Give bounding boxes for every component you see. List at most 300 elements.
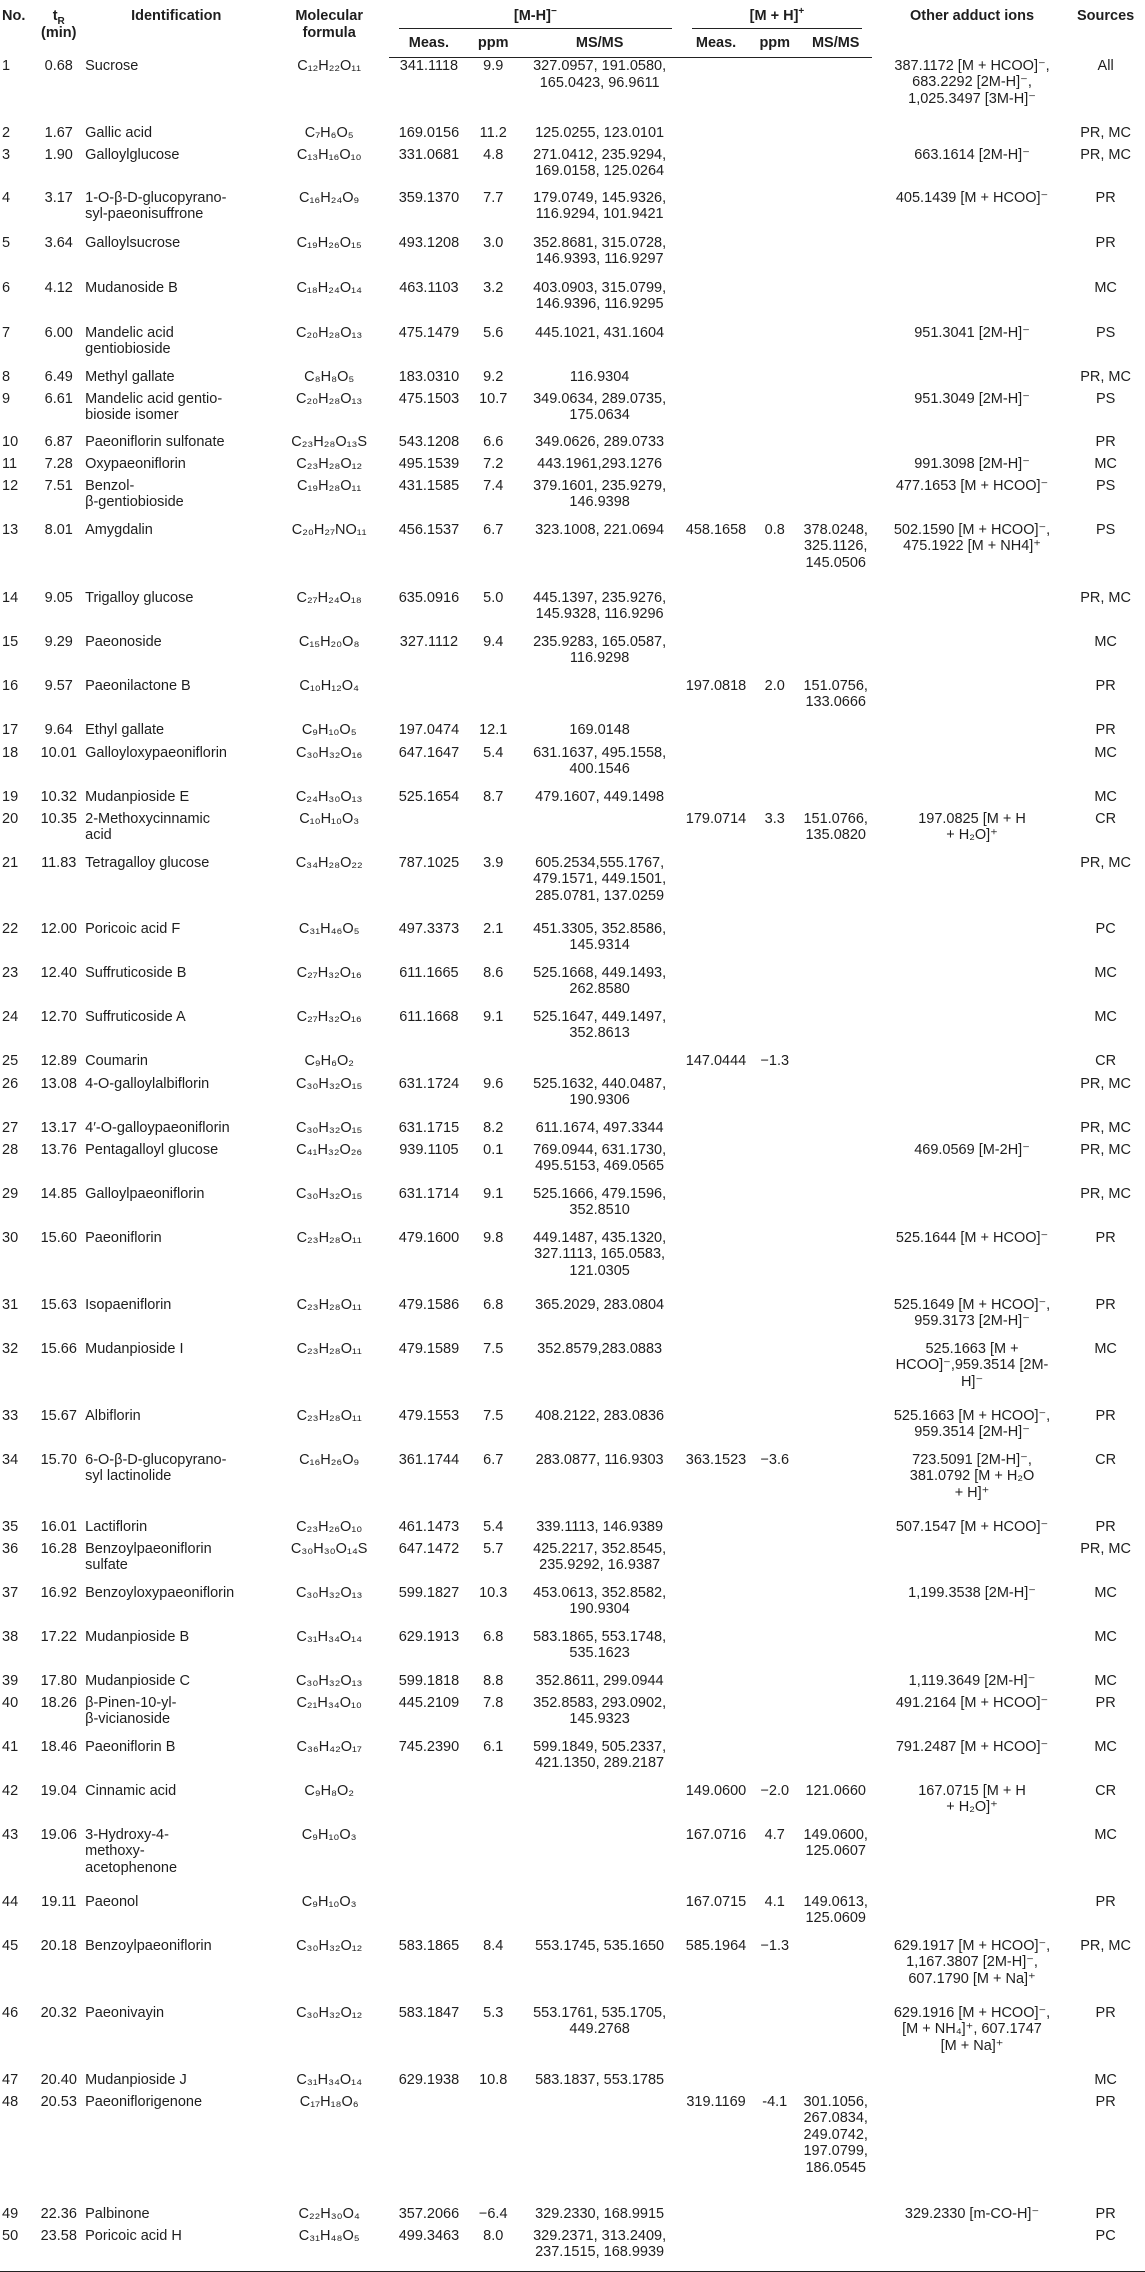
cell-neg-ppm: 6.7 (483, 1451, 504, 1468)
cell-identification: Mandelic acid gentiobioside (85, 324, 174, 357)
cell-identification: 3-Hydroxy-4- methoxy- acetophenone (85, 1826, 178, 1876)
table-row (0, 434, 1145, 456)
cell-identification: Galloylglucose (85, 146, 180, 163)
table-row (0, 1053, 1145, 1076)
table-row (0, 147, 1145, 190)
cell-neg-meas: 543.1208 (398, 433, 460, 450)
cell-neg-meas: 456.1537 (398, 521, 460, 538)
cell-other-adducts: 502.1590 [M + HCOO]⁻, 475.1922 [M + NH4]⁺ (893, 521, 1051, 554)
cell-pos-meas (682, 921, 751, 965)
cell-neg-msms: 611.1674, 497.3344 (535, 1119, 664, 1136)
cell-other-adducts: 329.2330 [m-CO-H]⁻ (904, 2205, 1040, 2222)
cell-pos-ppm (750, 1120, 799, 1142)
cell-other-adducts: 629.1917 [M + HCOO]⁻, 1,167.3807 [2M-H]⁻, 607.1790 [M + Na]⁺ (893, 1937, 1051, 1987)
cell-formula: C₁₀H₁₀O₃ (299, 810, 360, 827)
cell-neg-meas: 631.1714 (398, 1185, 460, 1202)
cell-other-adducts (878, 965, 1066, 1009)
cell-no: 10 (2, 433, 19, 450)
cell-pos-ppm (750, 634, 799, 678)
cell-neg-msms: 525.1647, 449.1497, 352.8613 (533, 1008, 667, 1041)
cell-retention-time: 13.17 (40, 1119, 77, 1136)
cell-no: 45 (2, 1937, 19, 1954)
header-other-adducts: Other adduct ions (909, 8, 1035, 24)
cell-neg-ppm: 5.6 (483, 324, 504, 341)
cell-formula: C₂₃H₂₈O₁₃S (291, 433, 368, 450)
table-row (0, 1230, 1145, 1297)
cell-pos-msms: 121.0660 (805, 1782, 866, 1799)
cell-other-adducts (878, 789, 1066, 811)
cell-no: 44 (2, 1893, 19, 1910)
cell-identification: Galloylpaeoniflorin (85, 1185, 205, 1202)
cell-pos-msms (799, 1519, 872, 1541)
cell-neg-ppm: 3.0 (483, 234, 504, 251)
cell-neg-meas: 431.1585 (398, 477, 460, 494)
cell-pos-msms (799, 1408, 872, 1452)
cell-identification: Poricoic acid H (83, 2228, 269, 2272)
cell-neg-ppm: 7.4 (483, 477, 504, 494)
cell-formula: C₁₆H₂₄O₉ (299, 189, 360, 206)
cell-pos-ppm (750, 1230, 799, 1297)
cell-identification: Mudanpioside C (85, 1672, 190, 1689)
cell-other-adducts (878, 369, 1066, 391)
cell-pos-meas (682, 2228, 751, 2272)
cell-retention-time: 16.28 (40, 1540, 77, 1557)
cell-identification: Albiflorin (85, 1407, 141, 1424)
cell-neg-meas: 611.1665 (399, 964, 459, 981)
cell-retention-time: 6.87 (44, 433, 73, 450)
cell-formula: C₂₄H₃₀O₁₃ (295, 788, 363, 805)
table-row (0, 921, 1145, 965)
table-row (0, 1009, 1145, 1053)
cell-pos-meas: 585.1964 (685, 1937, 747, 1954)
cell-pos-msms (799, 634, 872, 678)
cell-other-adducts (878, 1629, 1066, 1673)
cell-neg-meas (389, 1827, 469, 1894)
cell-pos-msms (799, 1297, 872, 1341)
cell-neg-ppm: 8.6 (483, 964, 504, 981)
cell-retention-time: 11.83 (41, 854, 77, 871)
cell-pos-ppm (750, 1076, 799, 1120)
cell-identification: Coumarin (85, 1052, 148, 1069)
cell-no: 20 (2, 810, 19, 827)
cell-other-adducts (878, 280, 1066, 325)
cell-formula: C₃₀H₃₂O₁₅ (295, 1185, 363, 1202)
cell-no: 47 (2, 2071, 19, 2088)
cell-other-adducts (878, 855, 1066, 921)
cell-retention-time: 4.12 (44, 279, 73, 296)
cell-no: 29 (2, 1185, 19, 1202)
cell-neg-ppm (469, 1053, 518, 1076)
cell-pos-meas (682, 1629, 751, 1673)
cell-sources: PR, MC (1080, 124, 1131, 141)
cell-neg-msms: 583.1837, 553.1785 (535, 2071, 665, 2088)
table-row (0, 1739, 1145, 1783)
cell-retention-time: 0.68 (44, 57, 73, 74)
cell-neg-ppm: 5.4 (483, 1518, 504, 1535)
cell-other-adducts: 525.1663 [M + HCOO]⁻, 959.3514 [2M-H]⁻ (893, 1407, 1051, 1440)
cell-neg-ppm: 8.7 (483, 788, 504, 805)
cell-pos-msms (799, 789, 872, 811)
cell-formula: C₃₁H₄₆O₅ (298, 920, 360, 937)
cell-sources: MC (1094, 788, 1117, 805)
cell-other-adducts: 1,119.3649 [2M-H]⁻ (908, 1672, 1036, 1689)
cell-retention-time: 1.67 (44, 124, 73, 141)
header-pos-meas: Meas. (682, 32, 751, 58)
cell-retention-time: 20.53 (40, 2093, 77, 2110)
cell-identification: Amygdalin (85, 521, 153, 538)
cell-pos-msms (799, 125, 872, 147)
cell-pos-ppm (750, 1186, 799, 1230)
cell-formula: C₂₇H₂₄O₁₈ (296, 589, 362, 606)
cell-other-adducts (878, 125, 1066, 147)
cell-neg-msms (518, 1894, 682, 1938)
cell-formula: C₁₅H₂₀O₈ (298, 633, 360, 650)
cell-pos-meas (682, 456, 751, 478)
cell-no: 9 (2, 390, 11, 407)
cell-pos-msms: 301.1056, 267.0834, 249.0742, 197.0799, 186.0545 (803, 2093, 868, 2176)
cell-neg-ppm (469, 678, 518, 722)
cell-neg-msms: 403.0903, 315.0799, 146.9396, 116.9295 (533, 279, 667, 312)
cell-identification: Mandelic acid gentio- bioside isomer (85, 390, 223, 423)
cell-no: 11 (2, 455, 18, 472)
cell-formula: C₁₉H₂₆O₁₅ (296, 234, 362, 251)
cell-pos-ppm (750, 855, 799, 921)
table-row (0, 1452, 1145, 1519)
cell-pos-ppm (750, 325, 799, 369)
cell-sources: PR, MC (1080, 854, 1131, 871)
cell-no: 4 (2, 189, 11, 206)
cell-neg-meas: 461.1473 (398, 1518, 460, 1535)
cell-neg-meas: 183.0310 (398, 368, 460, 385)
cell-other-adducts (878, 1009, 1066, 1053)
cell-formula: C₉H₈O₂ (304, 1782, 354, 1799)
cell-retention-time: 12.70 (40, 1008, 77, 1025)
table-row (0, 590, 1145, 634)
cell-pos-msms (799, 1230, 872, 1297)
cell-pos-ppm (750, 2206, 799, 2228)
cell-neg-msms: 125.0255, 123.0101 (535, 124, 665, 141)
cell-pos-msms (799, 478, 872, 522)
cell-neg-msms: 449.1487, 435.1320, 327.1113, 165.0583, 121.0305 (533, 1229, 667, 1279)
cell-neg-msms: 352.8579,283.0883 (537, 1340, 663, 1357)
cell-pos-ppm (750, 478, 799, 522)
cell-no: 25 (2, 1052, 19, 1069)
cell-pos-msms: 151.0766, 135.0820 (803, 810, 868, 843)
cell-pos-meas (682, 1541, 751, 1585)
table-row (0, 235, 1145, 280)
table-row (0, 2228, 1145, 2272)
cell-formula: C₁₇H₁₈O₆ (299, 2093, 359, 2110)
cell-neg-meas: 169.0156 (398, 124, 460, 141)
cell-other-adducts (878, 2072, 1066, 2094)
cell-identification: Trigalloy glucose (85, 589, 194, 606)
cell-formula: C₈H₈O₅ (304, 368, 355, 385)
cell-no: 39 (2, 1672, 19, 1689)
cell-pos-meas (682, 634, 751, 678)
cell-pos-msms (799, 1938, 872, 2005)
cell-other-adducts: 469.0569 [M-2H]⁻ (914, 1141, 1030, 1158)
cell-sources: MC (1094, 1738, 1117, 1755)
cell-sources: PR (1095, 189, 1116, 206)
header-identification: Identification (131, 8, 222, 24)
cell-other-adducts: 525.1663 [M + HCOO]⁻,959.3514 [2M- H]⁻ (895, 1340, 1049, 1390)
cell-neg-msms: 631.1637, 495.1558, 400.1546 (533, 744, 667, 777)
cell-formula: C₂₃H₂₆O₁₀ (296, 1518, 363, 1535)
cell-neg-msms: 445.1397, 235.9276, 145.9328, 116.9296 (533, 589, 667, 622)
cell-sources: PC (1095, 920, 1116, 937)
cell-neg-ppm: 0.1 (483, 1141, 504, 1158)
cell-pos-msms (799, 456, 872, 478)
cell-formula: C₉H₁₀O₃ (301, 1893, 357, 1910)
cell-retention-time: 12.89 (40, 1052, 77, 1069)
cell-neg-meas: 599.1827 (398, 1584, 460, 1601)
table-row (0, 125, 1145, 147)
cell-other-adducts: 405.1439 [M + HCOO]⁻ (895, 189, 1049, 206)
cell-sources: PR (1095, 2093, 1116, 2110)
cell-identification: Paeonivayin (85, 2004, 165, 2021)
cell-pos-meas (682, 1519, 751, 1541)
cell-neg-ppm: 2.1 (483, 920, 504, 937)
cell-no: 14 (2, 589, 19, 606)
cell-sources: MC (1094, 1584, 1117, 1601)
table-body (0, 58, 1145, 2272)
cell-sources: PR (1095, 721, 1116, 738)
table-row (0, 1894, 1145, 1938)
table-row (0, 678, 1145, 722)
cell-pos-meas (682, 280, 751, 325)
cell-other-adducts: 629.1916 [M + HCOO]⁻, [M + NH₄]⁺, 607.1747 [M + Na]⁺ (893, 2004, 1051, 2054)
cell-pos-ppm: −2.0 (760, 1782, 790, 1799)
cell-pos-msms (799, 1053, 872, 1076)
cell-sources: PR, MC (1080, 1141, 1131, 1158)
cell-sources: MC (1094, 279, 1117, 296)
cell-neg-meas: 197.0474 (398, 721, 460, 738)
cell-neg-msms: 525.1632, 440.0487, 190.9306 (533, 1075, 667, 1108)
cell-other-adducts: 791.2487 [M + HCOO]⁻ (895, 1738, 1049, 1755)
cell-identification: 2-Methoxycinnamic acid (85, 810, 211, 843)
cell-other-adducts (878, 1827, 1066, 1894)
cell-neg-meas: 583.1847 (398, 2004, 460, 2021)
cell-neg-meas: 341.1118 (399, 58, 459, 74)
cell-pos-ppm (750, 147, 799, 190)
cell-formula: C₉H₁₀O₅ (301, 721, 357, 738)
cell-sources: PR (1095, 1296, 1116, 1313)
cell-pos-msms (799, 590, 872, 634)
cell-pos-ppm (750, 280, 799, 325)
cell-identification: Paeoniflorin B (85, 1738, 176, 1755)
cell-sources: PR, MC (1080, 589, 1131, 606)
cell-sources: PR, MC (1080, 1185, 1131, 1202)
cell-retention-time: 23.58 (34, 2228, 83, 2272)
cell-neg-msms: 408.2122, 283.0836 (535, 1407, 665, 1424)
cell-pos-meas (682, 1408, 751, 1452)
cell-no: 33 (2, 1407, 19, 1424)
cell-formula: C₃₁H₃₄O₁₄ (296, 1628, 362, 1645)
cell-retention-time: 10.35 (40, 810, 77, 827)
cell-sources: CR (1095, 810, 1117, 827)
cell-formula: C₁₉H₂₈O₁₁ (297, 477, 362, 494)
cell-pos-msms (799, 325, 872, 369)
cell-pos-meas (682, 2206, 751, 2228)
cell-no: 42 (2, 1782, 19, 1799)
cell-other-adducts: 477.1653 [M + HCOO]⁻ (895, 477, 1049, 494)
cell-pos-ppm: 4.7 (764, 1826, 785, 1843)
table-row (0, 1673, 1145, 1695)
cell-pos-ppm: −1.3 (760, 1937, 790, 1954)
cell-formula: C₃₀H₃₂O₁₆ (295, 744, 363, 761)
cell-neg-msms: 352.8681, 315.0728, 146.9393, 116.9297 (533, 234, 667, 267)
cell-no: 38 (2, 1628, 19, 1645)
cell-other-adducts (878, 1053, 1066, 1076)
cell-neg-meas: 599.1818 (398, 1672, 460, 1689)
cell-sources: PR (1095, 2205, 1116, 2222)
header-retention-time: $t_R$ (min) (41, 8, 77, 41)
table-row (0, 1186, 1145, 1230)
cell-sources: MC (1094, 455, 1117, 472)
cell-no: 18 (2, 744, 19, 761)
cell-neg-ppm: 8.0 (469, 2228, 518, 2272)
cell-formula: C₃₄H₂₈O₂₂ (295, 854, 363, 871)
cell-pos-meas: 363.1523 (685, 1451, 747, 1468)
cell-retention-time: 9.29 (44, 633, 73, 650)
cell-sources: MC (1094, 1672, 1117, 1689)
cell-identification: Methyl gallate (85, 368, 175, 385)
header-formula: Molecular formula (295, 8, 364, 41)
cell-pos-ppm (750, 745, 799, 789)
cell-identification: β-Pinen-10-yl- β-vicianoside (85, 1694, 177, 1727)
table-row (0, 1142, 1145, 1186)
cell-no: 5 (2, 234, 11, 251)
cell-no: 50 (0, 2228, 34, 2272)
cell-pos-ppm: −1.3 (760, 1052, 790, 1069)
cell-neg-meas (389, 1053, 469, 1076)
cell-pos-msms (799, 722, 872, 745)
cell-retention-time: 13.08 (40, 1075, 77, 1092)
cell-neg-msms: 327.0957, 191.0580, 165.0423, 96.9611 (533, 58, 667, 91)
cell-formula: C₃₁H₃₄O₁₄ (296, 2071, 362, 2088)
cell-retention-time: 12.40 (40, 964, 77, 981)
cell-no: 31 (2, 1296, 19, 1313)
cell-neg-msms: 349.0634, 289.0735, 175.0634 (533, 390, 667, 423)
table-row (0, 1076, 1145, 1120)
cell-pos-meas: 179.0714 (685, 810, 747, 827)
cell-pos-msms (799, 745, 872, 789)
cell-other-adducts: 507.1547 [M + HCOO]⁻ (895, 1518, 1049, 1535)
cell-neg-ppm: 3.2 (483, 279, 504, 296)
table-row (0, 1629, 1145, 1673)
cell-identification: Galloyloxypaeoniflorin (85, 744, 227, 761)
cell-pos-ppm (750, 1739, 799, 1783)
cell-sources: MC (1094, 633, 1117, 650)
cell-neg-ppm (469, 811, 518, 855)
table-row (0, 1408, 1145, 1452)
cell-formula: C₃₀H₃₂O₁₂ (296, 2004, 363, 2021)
cell-pos-ppm (750, 434, 799, 456)
cell-pos-meas: 197.0818 (685, 677, 747, 694)
table-row (0, 190, 1145, 235)
cell-no: 36 (2, 1540, 19, 1557)
cell-pos-meas (682, 478, 751, 522)
header-negative-group (389, 0, 682, 32)
cell-pos-meas (682, 2005, 751, 2072)
cell-neg-ppm: 6.7 (483, 521, 504, 538)
cell-formula: C₂₀H₂₈O₁₃ (296, 324, 363, 341)
cell-other-adducts: 951.3041 [2M-H]⁻ (914, 324, 1030, 341)
table-row (0, 1827, 1145, 1894)
cell-pos-meas (682, 1230, 751, 1297)
cell-sources: PR, MC (1080, 146, 1131, 163)
cell-identification: Isopaeniflorin (85, 1296, 172, 1313)
header-no: No. (2, 8, 26, 24)
cell-retention-time: 12.00 (40, 920, 77, 937)
cell-formula: C₂₁H₃₄O₁₀ (296, 1694, 362, 1711)
cell-identification: Poricoic acid F (85, 920, 181, 937)
cell-formula: C₃₀H₃₂O₁₃ (295, 1584, 363, 1601)
cell-neg-msms: 352.8611, 299.0944 (535, 1672, 664, 1689)
cell-neg-ppm: 6.8 (483, 1628, 504, 1645)
cell-neg-ppm: 5.3 (483, 2004, 504, 2021)
cell-neg-msms: 235.9283, 165.0587, 116.9298 (533, 633, 667, 666)
cell-no: 22 (2, 920, 19, 937)
header-neg-ppm: ppm (469, 32, 518, 58)
cell-pos-ppm (750, 190, 799, 235)
cell-retention-time: 17.80 (40, 1672, 77, 1689)
cell-retention-time: 19.06 (40, 1826, 77, 1843)
cell-retention-time: 18.26 (40, 1694, 77, 1711)
cell-pos-msms: 149.0613, 125.0609 (803, 1893, 868, 1926)
cell-retention-time: 3.17 (44, 189, 73, 206)
cell-neg-msms: 349.0626, 289.0733 (535, 433, 665, 450)
cell-neg-ppm: 8.4 (483, 1937, 504, 1954)
cell-pos-msms (799, 58, 872, 125)
cell-neg-msms: 605.2534,555.1767, 479.1571, 449.1501, 285.0781, 137.0259 (533, 854, 667, 904)
cell-formula: C₂₃H₂₈O₁₁ (296, 1340, 362, 1357)
cell-neg-meas: 475.1503 (398, 390, 460, 407)
cell-sources: PS (1095, 324, 1116, 341)
cell-pos-ppm (750, 1297, 799, 1341)
cell-pos-meas (682, 1076, 751, 1120)
cell-retention-time: 6.00 (44, 324, 73, 341)
cell-identification: 1-O-β-D-glucopyrano- syl-paeonisuffrone (85, 189, 227, 222)
cell-neg-meas: 647.1647 (398, 744, 460, 761)
cell-sources: PS (1095, 521, 1116, 538)
cell-identification: Paeoniflorin sulfonate (85, 433, 225, 450)
cell-retention-time: 7.51 (44, 477, 73, 494)
cell-pos-ppm (750, 58, 799, 125)
cell-sources: PR (1095, 1518, 1116, 1535)
cell-no: 41 (2, 1738, 19, 1755)
cell-neg-meas: 495.1539 (398, 455, 460, 472)
cell-identification: Oxypaeoniflorin (85, 455, 186, 472)
cell-neg-meas: 475.1479 (398, 324, 460, 341)
cell-pos-meas: 147.0444 (685, 1052, 747, 1069)
cell-formula: C₂₃H₂₈O₁₂ (296, 455, 363, 472)
cell-pos-msms (799, 1585, 872, 1629)
cell-identification: Mudanpioside E (85, 788, 190, 805)
cell-pos-msms (799, 1142, 872, 1186)
table-row (0, 811, 1145, 855)
cell-neg-ppm: 6.8 (483, 1296, 504, 1313)
cell-formula: C₉H₁₀O₃ (301, 1826, 357, 1843)
cell-neg-msms: 116.9304 (569, 368, 630, 385)
cell-neg-meas: 479.1553 (398, 1407, 460, 1424)
cell-neg-ppm: 8.8 (483, 1672, 504, 1689)
cell-sources: PS (1095, 477, 1116, 494)
cell-no: 13 (2, 521, 19, 538)
cell-other-adducts (878, 1894, 1066, 1938)
cell-pos-msms (799, 1541, 872, 1585)
cell-formula: C₂₃H₂₈O₁₁ (296, 1229, 362, 1246)
